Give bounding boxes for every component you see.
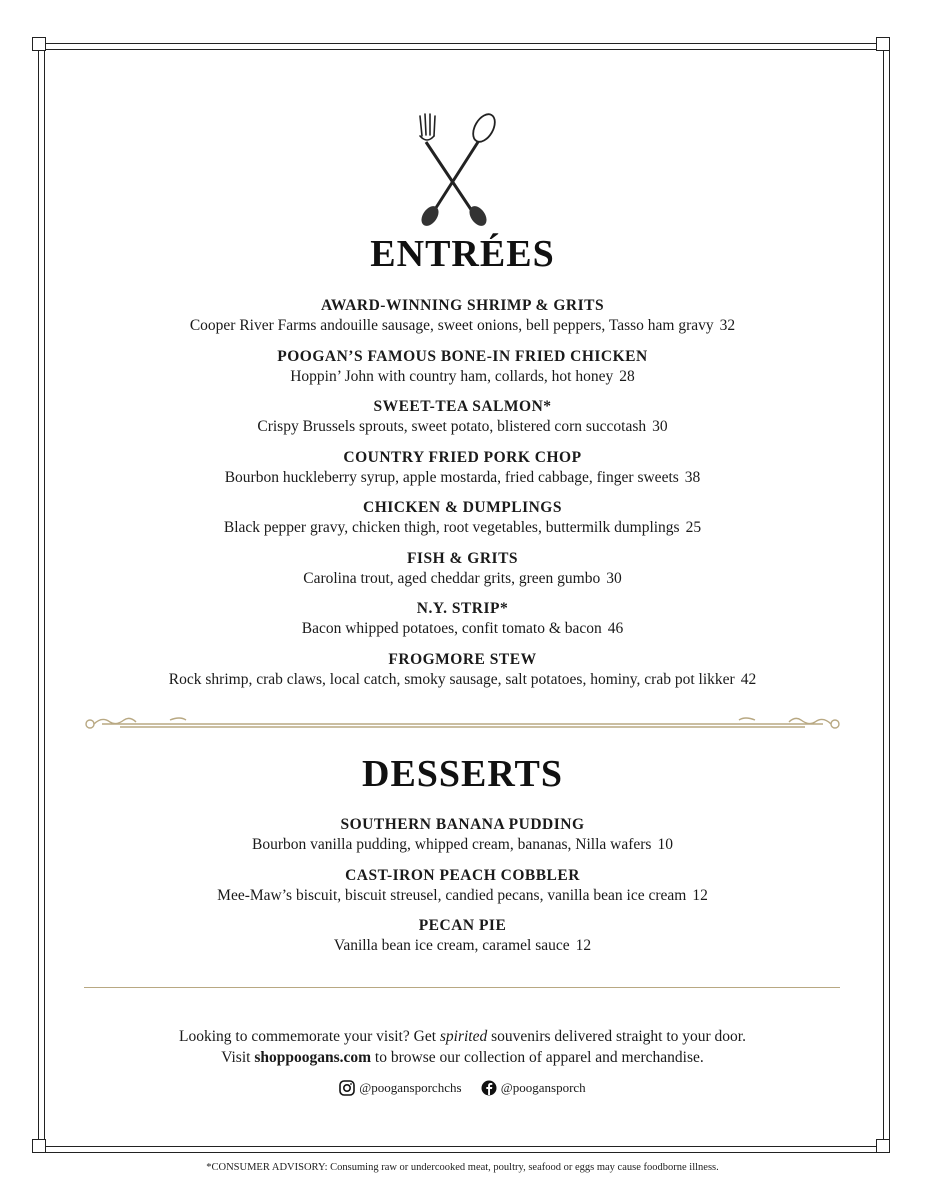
item-name: CAST-IRON PEACH COBBLER [345, 866, 580, 884]
social-handles [0, 1080, 925, 1100]
item-price: 12 [692, 886, 708, 904]
item-price: 10 [657, 836, 673, 853]
decorative-flourish-divider [80, 712, 845, 736]
item-desc-text: Mee-Maw’s biscuit, biscuit streusel, candied pecans, vanilla bean ice cream [217, 886, 687, 904]
item-name: SWEET-TEA SALMON* [373, 398, 552, 415]
promo-line-2 [0, 1047, 925, 1068]
item-desc-text: Hoppin’ John with country ham, collards, hot honey [290, 367, 614, 385]
menu-item [0, 815, 925, 866]
instagram-handle[interactable] [339, 1080, 461, 1096]
menu-item [0, 916, 925, 967]
item-description [0, 518, 925, 538]
item-price: 25 [685, 519, 702, 536]
item-description [0, 835, 925, 855]
menu-item [0, 549, 925, 600]
item-price: 42 [740, 670, 757, 688]
item-price: 28 [619, 367, 635, 385]
item-desc-text: Crispy Brussels sprouts, sweet potato, blistered corn succotash [257, 418, 647, 435]
item-desc-text: Black pepper gravy, chicken thigh, root vegetables, buttermilk dumplings [223, 519, 680, 536]
item-price: 12 [575, 937, 592, 954]
item-name: SOUTHERN BANANA PUDDING [340, 816, 585, 833]
item-desc-text: Bacon whipped potatoes, confit tomato & bacon [301, 620, 602, 637]
item-description [0, 417, 925, 437]
menu-item [0, 397, 925, 448]
menu-item [0, 498, 925, 549]
instagram-handle-text: @poogansporchchs [359, 1080, 462, 1095]
item-name: COUNTRY FRIED PORK CHOP [343, 448, 582, 466]
item-description [0, 670, 925, 690]
item-name: AWARD-WINNING SHRIMP & GRITS [320, 297, 605, 314]
border-corner-ornament [32, 37, 46, 51]
crossed-fork-spoon-icon [410, 110, 500, 230]
item-name: FROGMORE STEW [388, 650, 537, 668]
promo-text: Visit [221, 1049, 255, 1066]
instagram-icon [339, 1080, 355, 1096]
item-price: 32 [719, 317, 736, 334]
promo-text: Looking to commemorate your visit? Get [179, 1028, 440, 1045]
facebook-handle[interactable] [481, 1080, 586, 1096]
menu-item [0, 347, 925, 398]
item-desc-text: Carolina trout, aged cheddar grits, green gumbo [303, 569, 601, 587]
promo-emphasis: spirited [439, 1028, 488, 1045]
desserts-list [0, 815, 925, 967]
entrees-heading: ENTRÉES [370, 233, 555, 275]
item-desc-text: Bourbon huckleberry syrup, apple mostarda, fried cabbage, finger sweets [224, 468, 679, 486]
facebook-icon [481, 1080, 497, 1096]
menu-item [0, 650, 925, 701]
item-description [0, 316, 925, 336]
item-description [0, 619, 925, 639]
item-desc-text: Rock shrimp, crab claws, local catch, smoky sausage, salt potatoes, hominy, crab pot likker [168, 670, 735, 688]
item-price: 38 [684, 468, 701, 486]
promo-text: to browse our collection of apparel and merchandise. [371, 1049, 704, 1066]
item-price: 30 [606, 569, 622, 587]
gold-divider-rule [84, 987, 840, 988]
item-description [0, 468, 925, 488]
border-corner-ornament [32, 1139, 46, 1153]
item-description [0, 886, 925, 906]
item-price: 46 [607, 620, 624, 637]
promo-line-1 [0, 1026, 925, 1047]
item-desc-text: Cooper River Farms andouille sausage, sweet onions, bell peppers, Tasso ham gravy [189, 317, 714, 334]
item-name: POOGAN’S FAMOUS BONE-IN FRIED CHICKEN [277, 347, 648, 365]
item-desc-text: Vanilla bean ice cream, caramel sauce [333, 937, 570, 954]
souvenir-promo [0, 1026, 925, 1068]
item-name: FISH & GRITS [406, 549, 519, 567]
item-name: N.Y. STRIP* [416, 600, 509, 617]
consumer-advisory: *CONSUMER ADVISORY: Consuming raw or undercooked meat, poultry, seafood or eggs may cause foodborne illness. [206, 1162, 719, 1173]
menu-item [0, 599, 925, 650]
desserts-heading: DESSERTS [362, 753, 563, 795]
entrees-list [0, 296, 925, 700]
menu-item [0, 866, 925, 917]
shop-website-link[interactable]: shoppoogans.com [254, 1049, 372, 1066]
item-desc-text: Bourbon vanilla pudding, whipped cream, bananas, Nilla wafers [252, 836, 652, 853]
item-name: CHICKEN & DUMPLINGS [363, 499, 562, 516]
menu-item [0, 448, 925, 499]
item-description [0, 569, 925, 589]
item-price: 30 [652, 418, 668, 435]
item-name: PECAN PIE [418, 917, 507, 934]
menu-item [0, 296, 925, 347]
promo-text: souvenirs delivered straight to your door. [487, 1028, 746, 1045]
border-corner-ornament [876, 37, 890, 51]
border-corner-ornament [876, 1139, 890, 1153]
item-description [0, 367, 925, 387]
item-description [0, 936, 925, 956]
facebook-handle-text: @poogansporch [500, 1080, 586, 1095]
